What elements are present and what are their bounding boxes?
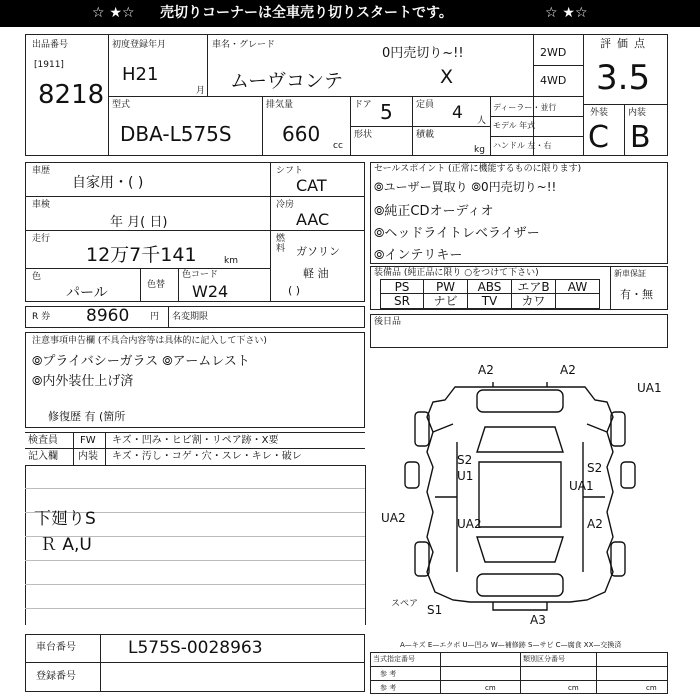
fuel-other: ( ) xyxy=(288,284,301,297)
selling-point-2: ⦾純正CDオーディオ xyxy=(374,204,494,219)
equip-pw: PW xyxy=(424,279,468,294)
wd2-label: 2WD xyxy=(540,46,567,59)
inspection-value: 年 月( 日) xyxy=(110,215,168,230)
ext-value: C xyxy=(588,120,609,155)
ref-label-2: 類別区分番号 xyxy=(523,655,565,663)
fuel-value: ガソリン xyxy=(296,245,340,258)
selling-points-label: セールスポイント (正常に機能するものに限ります) xyxy=(374,164,582,174)
grade-value: X xyxy=(440,66,454,88)
lot-label: 出品番号 xyxy=(32,40,69,50)
color-label: 色 xyxy=(32,272,42,282)
reg-value: H21 xyxy=(122,64,159,85)
r-label: R 券 xyxy=(32,312,51,322)
notes-line1: ⦾プライバシーガラス ⦾アームレスト xyxy=(32,354,250,369)
color-value: パール xyxy=(66,285,108,301)
spare-label: スペア xyxy=(391,599,419,609)
equipment-label: 装備品 (純正品に限り ○をつけて下さい) xyxy=(374,268,539,278)
score-value: 3.5 xyxy=(596,58,651,98)
inspector-row2-tag: 内装 xyxy=(78,451,98,462)
equip-aw: AW xyxy=(556,279,600,294)
inspector-label2: 記入欄 xyxy=(28,451,58,462)
equip-abs: ABS xyxy=(468,279,512,294)
month-suffix: 月 xyxy=(196,86,206,96)
notes-line2: ⦾内外装仕上げ済 xyxy=(32,374,134,389)
capacity-unit: 人 xyxy=(477,116,487,126)
equip-tv: TV xyxy=(468,294,512,309)
fuel-label: 燃料 xyxy=(276,234,286,254)
door-value: 5 xyxy=(380,100,393,124)
inspection-label: 車検 xyxy=(32,200,51,210)
selling-point-1: ⦾ユーザー買取り ⦾0円売切り~!! xyxy=(374,180,557,194)
color-code-value: W24 xyxy=(192,282,229,301)
ac-value: AAC xyxy=(296,210,330,229)
capacity-value: 4 xyxy=(452,103,463,123)
mark-a3: A3 xyxy=(530,613,546,627)
equip-navi: ナビ xyxy=(424,294,468,309)
handwriting-2: Ｒ A,U xyxy=(40,535,92,555)
score-label: 評価点 xyxy=(600,37,651,50)
ref-cm-1: cm xyxy=(485,684,496,692)
name-label: 車名・グレード xyxy=(212,40,276,50)
fuel-diesel: 軽 油 xyxy=(303,267,329,280)
mark-ua2-side: UA2 xyxy=(381,511,406,525)
lot-sub: [1911] xyxy=(34,60,64,70)
wd4-label: 4WD xyxy=(540,74,567,87)
cc-value: 660 xyxy=(282,122,321,146)
chassis-reg-label: 登録番号 xyxy=(36,671,76,682)
back-items-box xyxy=(370,314,668,348)
inspector-row1-text: キズ・凹み・ヒビ割・リペア跡・X要 xyxy=(112,435,279,446)
inspector-row1-tag: FW xyxy=(80,435,96,446)
r-unit: 円 xyxy=(150,312,160,322)
transfer-label: 名変期限 xyxy=(172,312,209,322)
int-value: B xyxy=(630,120,651,155)
load-unit: kg xyxy=(474,145,485,155)
mark-ua2-left: UA2 xyxy=(457,517,482,531)
shift-value: CAT xyxy=(296,176,327,195)
repair-label: 修復歴 有 (箇所 xyxy=(48,410,126,423)
mark-a2-right: A2 xyxy=(587,517,603,531)
back-label: 後日品 xyxy=(374,317,402,327)
car-damage-diagram xyxy=(375,352,668,630)
ref-label-4: 参 考 xyxy=(380,684,397,692)
usage-value: 自家用・( ) xyxy=(72,175,144,191)
equip-airbag: エアB xyxy=(512,279,556,294)
equip-ps: PS xyxy=(380,279,424,294)
new-warranty-value: 有・無 xyxy=(620,288,653,301)
load-label: 積載 xyxy=(416,130,435,140)
mark-front-a2-left: A2 xyxy=(478,363,494,377)
ref-label-3: 参 考 xyxy=(380,670,397,678)
ac-label: 冷房 xyxy=(276,200,295,210)
mark-front-a2-right: A2 xyxy=(560,363,576,377)
equip-leather: カワ xyxy=(512,294,556,309)
mark-ua1-top: UA1 xyxy=(637,381,662,395)
cc-unit: cc xyxy=(333,141,343,151)
chassis-label: 車台番号 xyxy=(36,642,76,653)
handle-label: ハンドル 左・右 xyxy=(493,141,552,150)
name-note: 0円売切り~!! xyxy=(382,46,464,61)
chassis-value: L575S-0028963 xyxy=(128,638,263,658)
usage-label: 車歴 xyxy=(32,166,51,176)
equip-sr: SR xyxy=(380,294,424,309)
new-warranty-label: 新車保証 xyxy=(614,269,646,278)
damage-legend: A—キズ E—エクボ U—凹み W—補修跡 S—サビ C—腐食 XX—交換済 xyxy=(400,641,622,649)
ref-label-1: 当式指定番号 xyxy=(373,655,415,663)
mark-u1: U1 xyxy=(457,469,474,483)
mark-s2-right: S2 xyxy=(587,461,603,475)
ref-cm-2: cm xyxy=(568,684,579,692)
door-label: ドア xyxy=(354,100,372,110)
banner-stars-right: ☆ ★☆ xyxy=(545,5,588,21)
notes-label: 注意事項申告欄 (不具合内容等は具体的に記入して下さい) xyxy=(32,336,267,346)
selling-point-3: ⦾ヘッドライトレベライザー xyxy=(374,226,540,241)
color-code-label: 色コード xyxy=(182,270,219,280)
int-label: 内装 xyxy=(628,108,647,118)
equip-empty xyxy=(556,294,600,309)
inspector-row2-text: キズ・汚し・コゲ・穴・スレ・キレ・破レ xyxy=(112,451,302,462)
ext-label: 外装 xyxy=(590,108,609,118)
ref-cm-3: cm xyxy=(646,684,657,692)
reg-label: 初度登録年月 xyxy=(112,40,167,50)
selling-point-4: ⦾インテリキー xyxy=(374,248,463,263)
mark-s1: S1 xyxy=(427,603,443,617)
model-year-label: モデル 年式 xyxy=(493,121,536,130)
model-value: DBA-L575S xyxy=(120,122,232,146)
dealer-label: ディーラー・並行 xyxy=(493,103,557,112)
mark-s2-left: S2 xyxy=(457,453,473,467)
cc-label: 排気量 xyxy=(266,100,294,110)
top-banner xyxy=(0,0,700,27)
mileage-label: 走行 xyxy=(32,234,51,244)
banner-stars-left: ☆ ★☆ xyxy=(92,5,135,21)
banner-title: 売切りコーナーは全車売り切りスタートです。 xyxy=(160,5,453,21)
shift-label: シフト xyxy=(276,166,304,176)
mark-ua1-right: UA1 xyxy=(569,479,594,493)
color-no-label: 色替 xyxy=(147,280,166,290)
mileage-value: 12万7千141 xyxy=(86,244,197,266)
mileage-unit: km xyxy=(224,256,238,266)
inspector-label1: 検査員 xyxy=(28,435,58,446)
shape-label: 形状 xyxy=(354,130,373,140)
r-value: 8960 xyxy=(86,306,130,326)
model-label: 型式 xyxy=(112,100,131,110)
handwriting-1: 下廻りS xyxy=(34,509,96,529)
lot-number: 8218 xyxy=(38,80,105,110)
name-value: ムーヴコンテ xyxy=(230,70,344,92)
capacity-label: 定員 xyxy=(416,100,435,110)
